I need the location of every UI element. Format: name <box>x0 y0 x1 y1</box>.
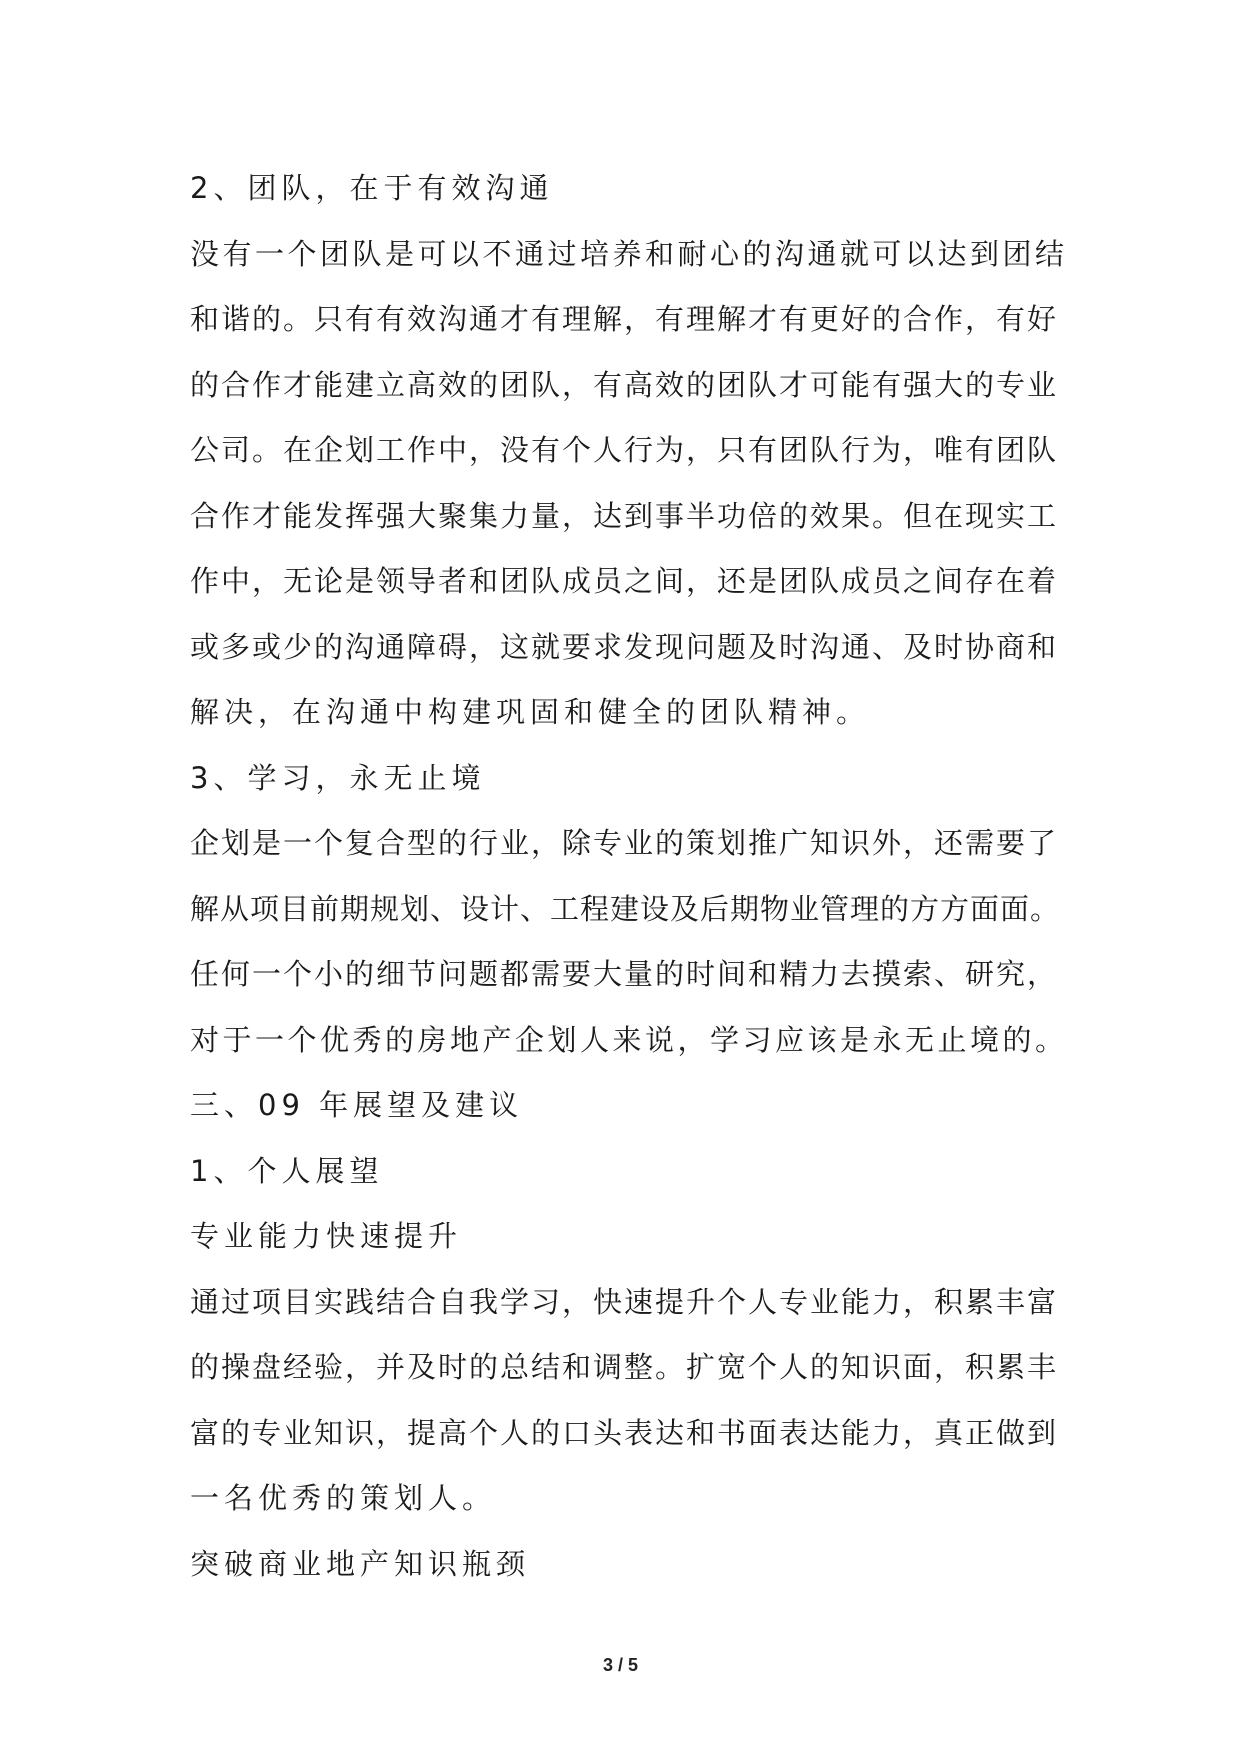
paragraph-line: 和谐的。只有有效沟通才有理解，有理解才有更好的合作，有好 <box>190 302 1059 336</box>
paragraph-line: 对于一个优秀的房地产企划人来说，学习应该是永无止境的。 <box>190 1022 1068 1057</box>
paragraph-line: 任何一个小的细节问题都需要大量的时间和精力去摸索、研究， <box>190 957 1059 991</box>
paragraph-line: 一名优秀的策划人。 <box>190 1481 497 1515</box>
paragraph-line: 合作才能发挥强大聚集力量，达到事半功倍的效果。但在现实工 <box>190 498 1059 533</box>
section-heading-learning: 3、学习，永无止境 <box>190 760 486 795</box>
paragraph-line: 解从项目前期规划、设计、工程建设及后期物业管理的方方面面。 <box>190 891 1061 926</box>
document-body <box>190 156 1070 1597</box>
paragraph-line: 作中，无论是领导者和团队成员之间，还是团队成员之间存在着 <box>190 564 1059 598</box>
paragraph-line: 公司。在企划工作中，没有个人行为，只有团队行为，唯有团队 <box>190 433 1059 467</box>
paragraph-line: 没有一个团队是可以不通过培养和耐心的沟通就可以达到团结 <box>190 236 1068 271</box>
paragraph-line: 解决，在沟通中构建巩固和健全的团队精神。 <box>190 695 871 729</box>
paragraph-line: 企划是一个复合型的行业，除专业的策划推广知识外，还需要了 <box>190 826 1059 860</box>
paragraph-line: 通过项目实践结合自我学习，快速提升个人专业能力，积累丰富 <box>190 1284 1059 1319</box>
subheading-skill-improvement: 专业能力快速提升 <box>190 1219 463 1253</box>
section-heading-team: 2、团队，在于有效沟通 <box>190 171 554 205</box>
section-heading-personal-outlook: 1、个人展望 <box>190 1153 384 1188</box>
page-number: 3 / 5 <box>602 1655 639 1675</box>
paragraph-line: 或多或少的沟通障碍，这就要求发现问题及时沟通、及时协商和 <box>190 629 1059 664</box>
paragraph-line: 的合作才能建立高效的团队，有高效的团队才可能有强大的专业 <box>190 367 1059 402</box>
chapter-heading-outlook: 三、09 年展望及建议 <box>190 1088 524 1122</box>
subheading-commercial-realestate: 突破商业地产知识瓶颈 <box>190 1546 531 1581</box>
paragraph-line: 的操盘经验，并及时的总结和调整。扩宽个人的知识面，积累丰 <box>190 1350 1059 1384</box>
paragraph-line: 富的专业知识，提高个人的口头表达和书面表达能力，真正做到 <box>190 1415 1059 1450</box>
